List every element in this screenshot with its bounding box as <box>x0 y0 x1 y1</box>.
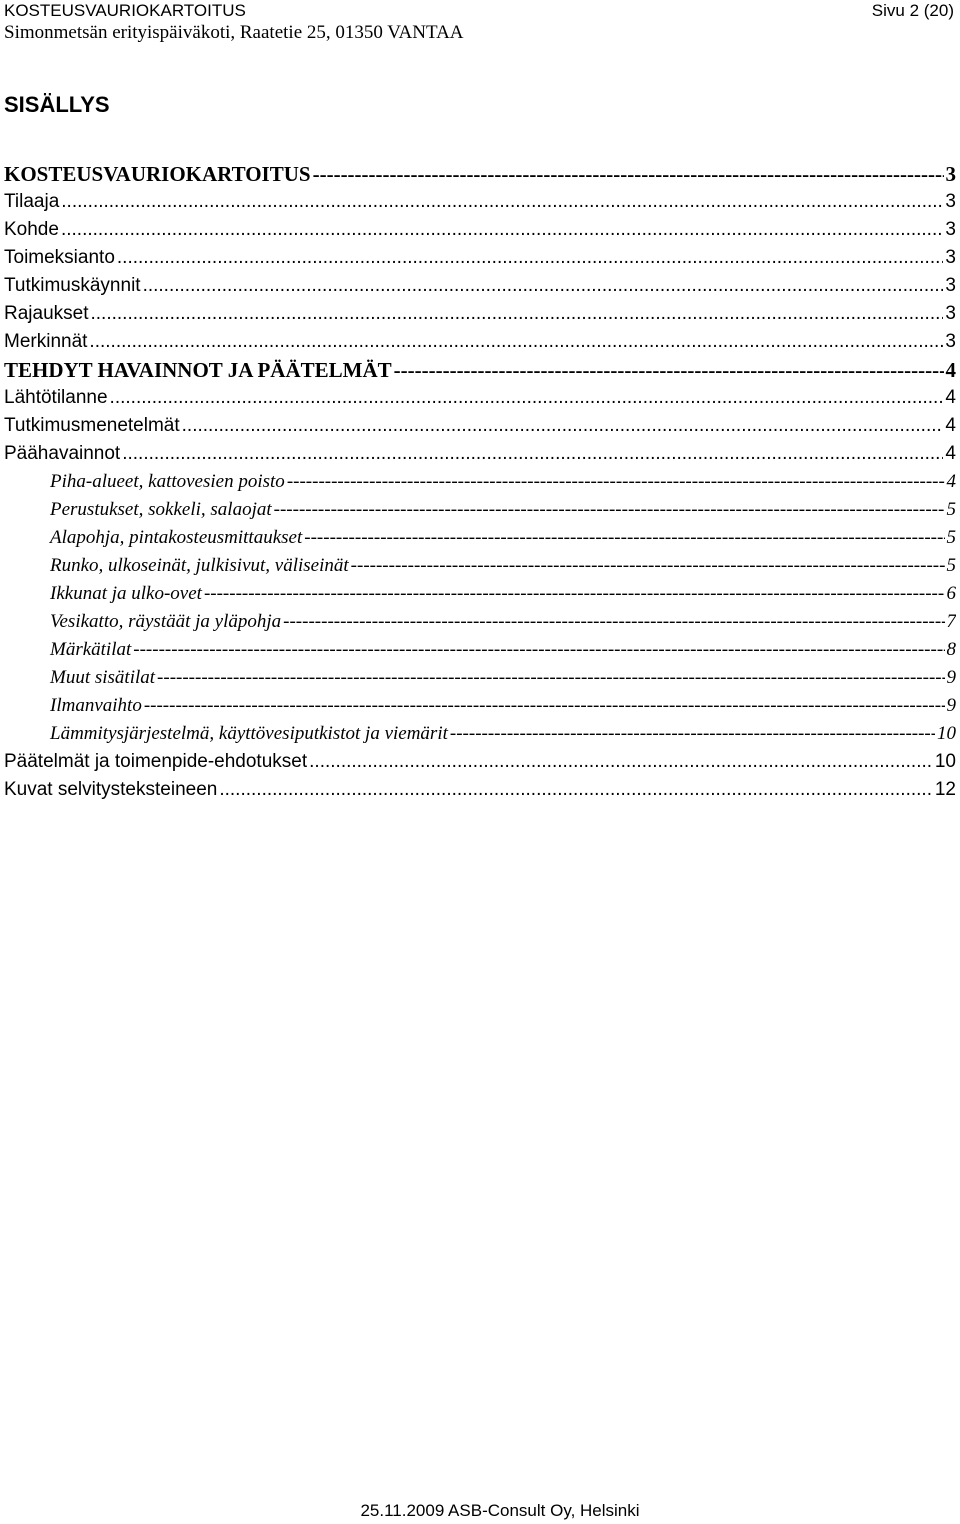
toc-entry-runko[interactable] <box>4 552 956 580</box>
toc-entry-page: 12 <box>934 779 956 800</box>
toc-entry-rajaukset[interactable] <box>4 300 956 328</box>
toc-entry-label: Päätelmät ja toimenpide-ehdotukset <box>4 751 308 772</box>
toc-leader <box>157 664 944 692</box>
toc-entry-page: 6 <box>946 583 956 604</box>
toc-leader <box>122 440 943 468</box>
toc-leader <box>309 748 933 776</box>
toc-entry-perustukset[interactable] <box>4 496 956 524</box>
toc-leader <box>204 580 945 608</box>
document-title: KOSTEUSVAURIOKARTOITUS <box>4 1 246 20</box>
page-footer: 25.11.2009 ASB-Consult Oy, Helsinki <box>360 1501 640 1520</box>
toc-leader <box>182 412 944 440</box>
toc-entry-tehdyt-havainnot[interactable] <box>4 356 956 384</box>
toc-entry-page: 9 <box>946 667 956 688</box>
toc-entry-page: 3 <box>945 162 956 186</box>
page-number: Sivu 2 (20) <box>871 1 954 20</box>
toc-entry-page: 3 <box>945 247 956 268</box>
toc-entry-muut-sisatilat[interactable] <box>4 664 956 692</box>
toc-entry-label: TEHDYT HAVAINNOT JA PÄÄTELMÄT <box>4 358 392 382</box>
toc-entry-label: Runko, ulkoseinät, julkisivut, väliseinät <box>50 555 349 576</box>
toc-entry-vesikatto[interactable] <box>4 608 956 636</box>
toc-entry-label: Alapohja, pintakosteusmittaukset <box>50 527 303 548</box>
toc-leader <box>351 552 945 580</box>
toc-entry-page: 4 <box>945 358 956 382</box>
toc-entry-label: Kuvat selvitysteksteineen <box>4 779 218 800</box>
toc-entry-page: 4 <box>945 387 956 408</box>
toc-leader <box>61 216 943 244</box>
toc-leader <box>304 524 944 552</box>
toc-entry-page: 5 <box>946 527 956 548</box>
toc-entry-label: Kohde <box>4 219 59 240</box>
toc-entry-page: 10 <box>937 723 956 744</box>
toc-entry-page: 7 <box>946 611 956 632</box>
toc-entry-label: Vesikatto, räystäät ja yläpohja <box>50 611 282 632</box>
toc-leader <box>313 160 944 188</box>
toc-entry-page: 3 <box>945 303 956 324</box>
toc-leader <box>283 608 944 636</box>
toc-leader <box>219 776 933 804</box>
toc-entry-label: Muut sisätilat <box>50 667 156 688</box>
toc-entry-page: 3 <box>945 219 956 240</box>
toc-entry-kohde[interactable] <box>4 216 956 244</box>
toc-entry-kuvat[interactable] <box>4 776 956 804</box>
toc-leader <box>287 468 945 496</box>
toc-entry-label: KOSTEUSVAURIOKARTOITUS <box>4 162 311 186</box>
toc-entry-lahtotilanne[interactable] <box>4 384 956 412</box>
toc-entry-label: Tutkimuskäynnit <box>4 275 141 296</box>
toc-entry-page: 4 <box>946 471 956 492</box>
toc-entry-page: 5 <box>946 499 956 520</box>
toc-entry-label: Merkinnät <box>4 331 88 352</box>
toc-entry-page: 3 <box>945 191 956 212</box>
header-top-row <box>4 0 956 22</box>
toc-entry-merkinnat[interactable] <box>4 328 956 356</box>
toc-leader <box>394 356 944 384</box>
toc-entry-label: Märkätilat <box>50 639 132 660</box>
toc-entry-label: Ikkunat ja ulko-ovet <box>50 583 202 604</box>
toc-entry-page: 3 <box>945 275 956 296</box>
toc-entry-label: Lähtötilanne <box>4 387 108 408</box>
toc-entry-page: 10 <box>934 751 956 772</box>
toc-entry-label: Lämmitysjärjestelmä, käyttövesiputkistot ja viemärit <box>50 723 448 744</box>
toc-entry-kosteusvauriokartoitus[interactable] <box>4 160 956 188</box>
toc-leader <box>133 636 944 664</box>
document-subtitle: Simonmetsän erityispäiväkoti, Raatetie 25, 01350 VANTAA <box>4 22 464 43</box>
toc-entry-tilaaja[interactable] <box>4 188 956 216</box>
toc-entry-piha-alueet[interactable] <box>4 468 956 496</box>
toc-entry-label: Tutkimusmenetelmät <box>4 415 180 436</box>
toc-entry-label: Ilmanvaihto <box>50 695 142 716</box>
page-header <box>4 0 956 44</box>
toc-leader <box>143 272 944 300</box>
toc-leader <box>274 496 945 524</box>
toc-entry-page: 4 <box>945 415 956 436</box>
toc-entry-label: Perustukset, sokkeli, salaojat <box>50 499 272 520</box>
toc-entry-tutkimuskaynnit[interactable] <box>4 272 956 300</box>
toc-leader <box>117 244 944 272</box>
header-subtitle-row <box>4 22 956 44</box>
toc-entry-page: 8 <box>946 639 956 660</box>
toc-leader <box>110 384 944 412</box>
toc-leader <box>91 300 944 328</box>
toc-leader <box>89 328 943 356</box>
toc-entry-label: Päähavainnot <box>4 443 121 464</box>
toc-entry-ikkunat[interactable] <box>4 580 956 608</box>
toc-leader <box>61 188 943 216</box>
toc-entry-label: Tilaaja <box>4 191 60 212</box>
toc-entry-tutkimusmenetelmat[interactable] <box>4 412 956 440</box>
toc-entry-paahavainnot[interactable] <box>4 440 956 468</box>
toc-entry-alapohja[interactable] <box>4 524 956 552</box>
toc-entry-toimeksianto[interactable] <box>4 244 956 272</box>
toc-entry-page: 4 <box>945 443 956 464</box>
toc-entry-paatelmat[interactable] <box>4 748 956 776</box>
toc-entry-page: 5 <box>946 555 956 576</box>
toc-heading: SISÄLLYS <box>4 92 110 117</box>
table-of-contents <box>4 160 956 804</box>
toc-entry-page: 3 <box>945 331 956 352</box>
toc-entry-ilmanvaihto[interactable] <box>4 692 956 720</box>
toc-leader <box>450 720 935 748</box>
toc-leader <box>144 692 945 720</box>
toc-entry-markatilat[interactable] <box>4 636 956 664</box>
toc-entry-page: 9 <box>946 695 956 716</box>
toc-entry-label: Piha-alueet, kattovesien poisto <box>50 471 285 492</box>
toc-entry-label: Toimeksianto <box>4 247 115 268</box>
toc-entry-lammitysjarjestelma[interactable] <box>4 720 956 748</box>
toc-entry-label: Rajaukset <box>4 303 89 324</box>
